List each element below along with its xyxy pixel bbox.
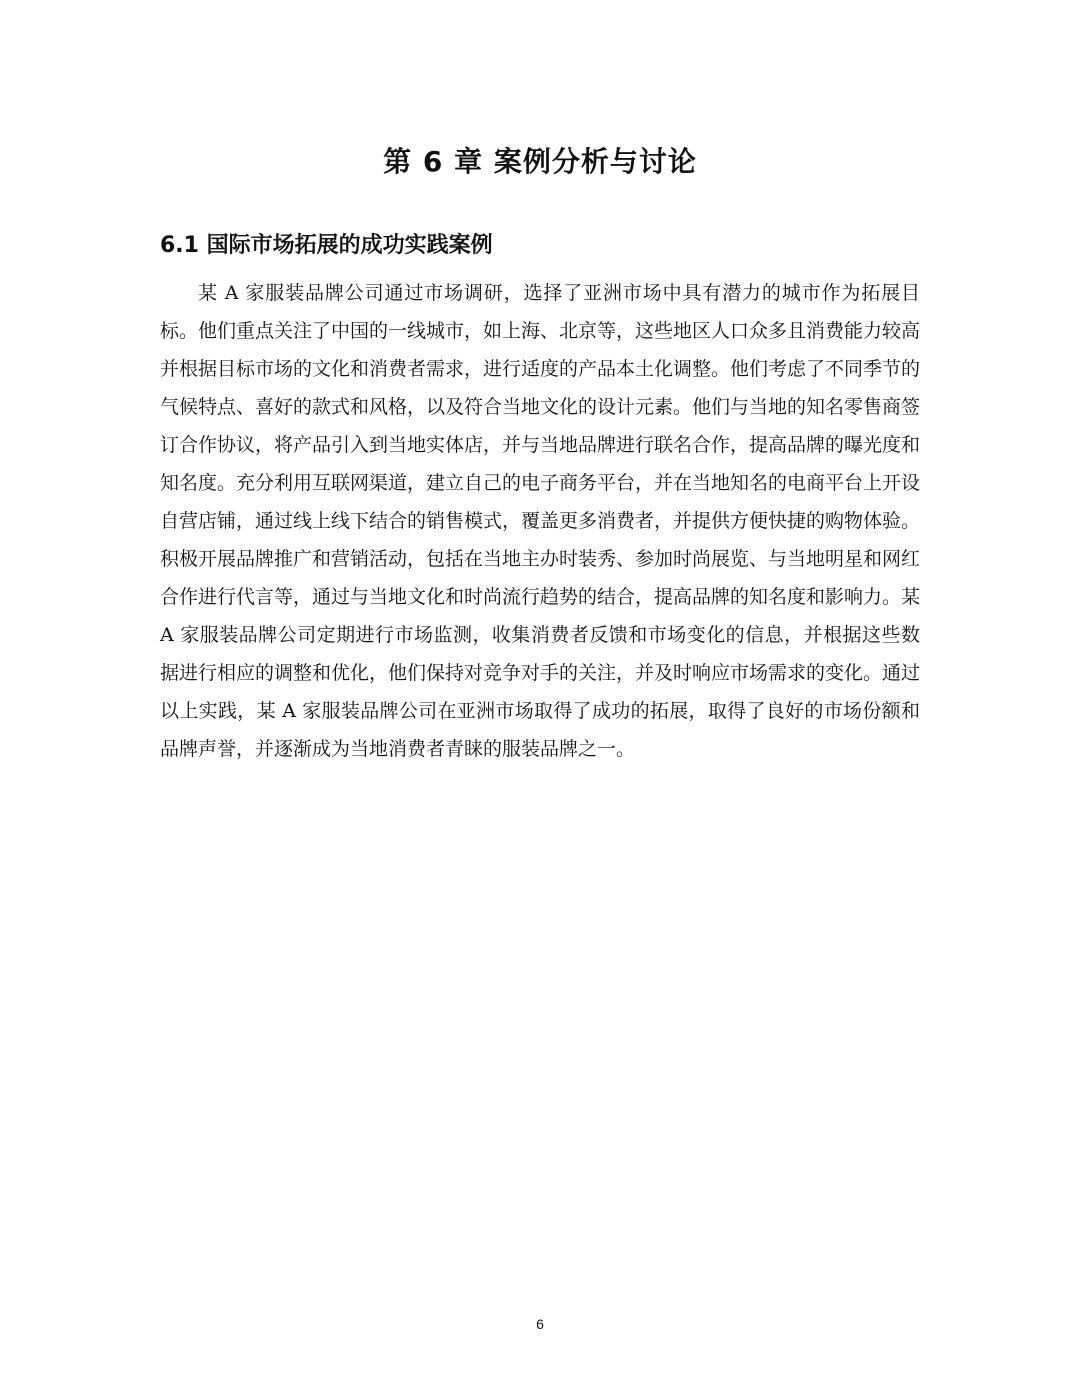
page-number: 6 <box>536 1316 544 1332</box>
section-title: 6.1 国际市场拓展的成功实践案例 <box>160 233 493 258</box>
chapter-title: 第 6 章 案例分析与讨论 <box>383 145 697 178</box>
body-paragraph: 某 A 家服装品牌公司通过市场调研，选择了亚洲市场中具有潜力的城市作为拓展目标。他们重点关注了中国的一线城市，如上海、北京等，这些地区人口众多且消费能力较高并根据目标市场的文化和消费者需求，进行适度的产品本土化调整。他们考虑了不同季节的气候特点、喜好的款式和风格，以及符合当地文化的设计元素。他们与当地的知名零售商签订合作协议，将产品引入到当地实体店，并与当地品牌进行联名合作，提高品牌的曝光度和知名度。充分利用互联网渠道，建立自己的电子商务平台，并在当地知名的电商平台上开设自营店铺，通过线上线下结合的销售模式，覆盖更多消费者，并提供方便快捷的购物体验。积极开展品牌推广和营销活动，包括在当地主办时装秀、参加时尚展览、与当地明星和网红合作进行代言等，通过与当地文化和时尚流行趋势的结合，提高品牌的知名度和影响力。某 A 家服装品牌公司定期进行市场监测，收集消费者反馈和市场变化的信息，并根据这些数据进行相应的调整和优化，他们保持对竞争对手的关注，并及时响应市场需求的变化。通过以上实践，某 A 家服装品牌公司在亚洲市场取得了成功的拓展，取得了良好的市场份额和品牌声誉，并逐渐成为当地消费者青睐的服装品牌之一。 <box>160 282 921 760</box>
